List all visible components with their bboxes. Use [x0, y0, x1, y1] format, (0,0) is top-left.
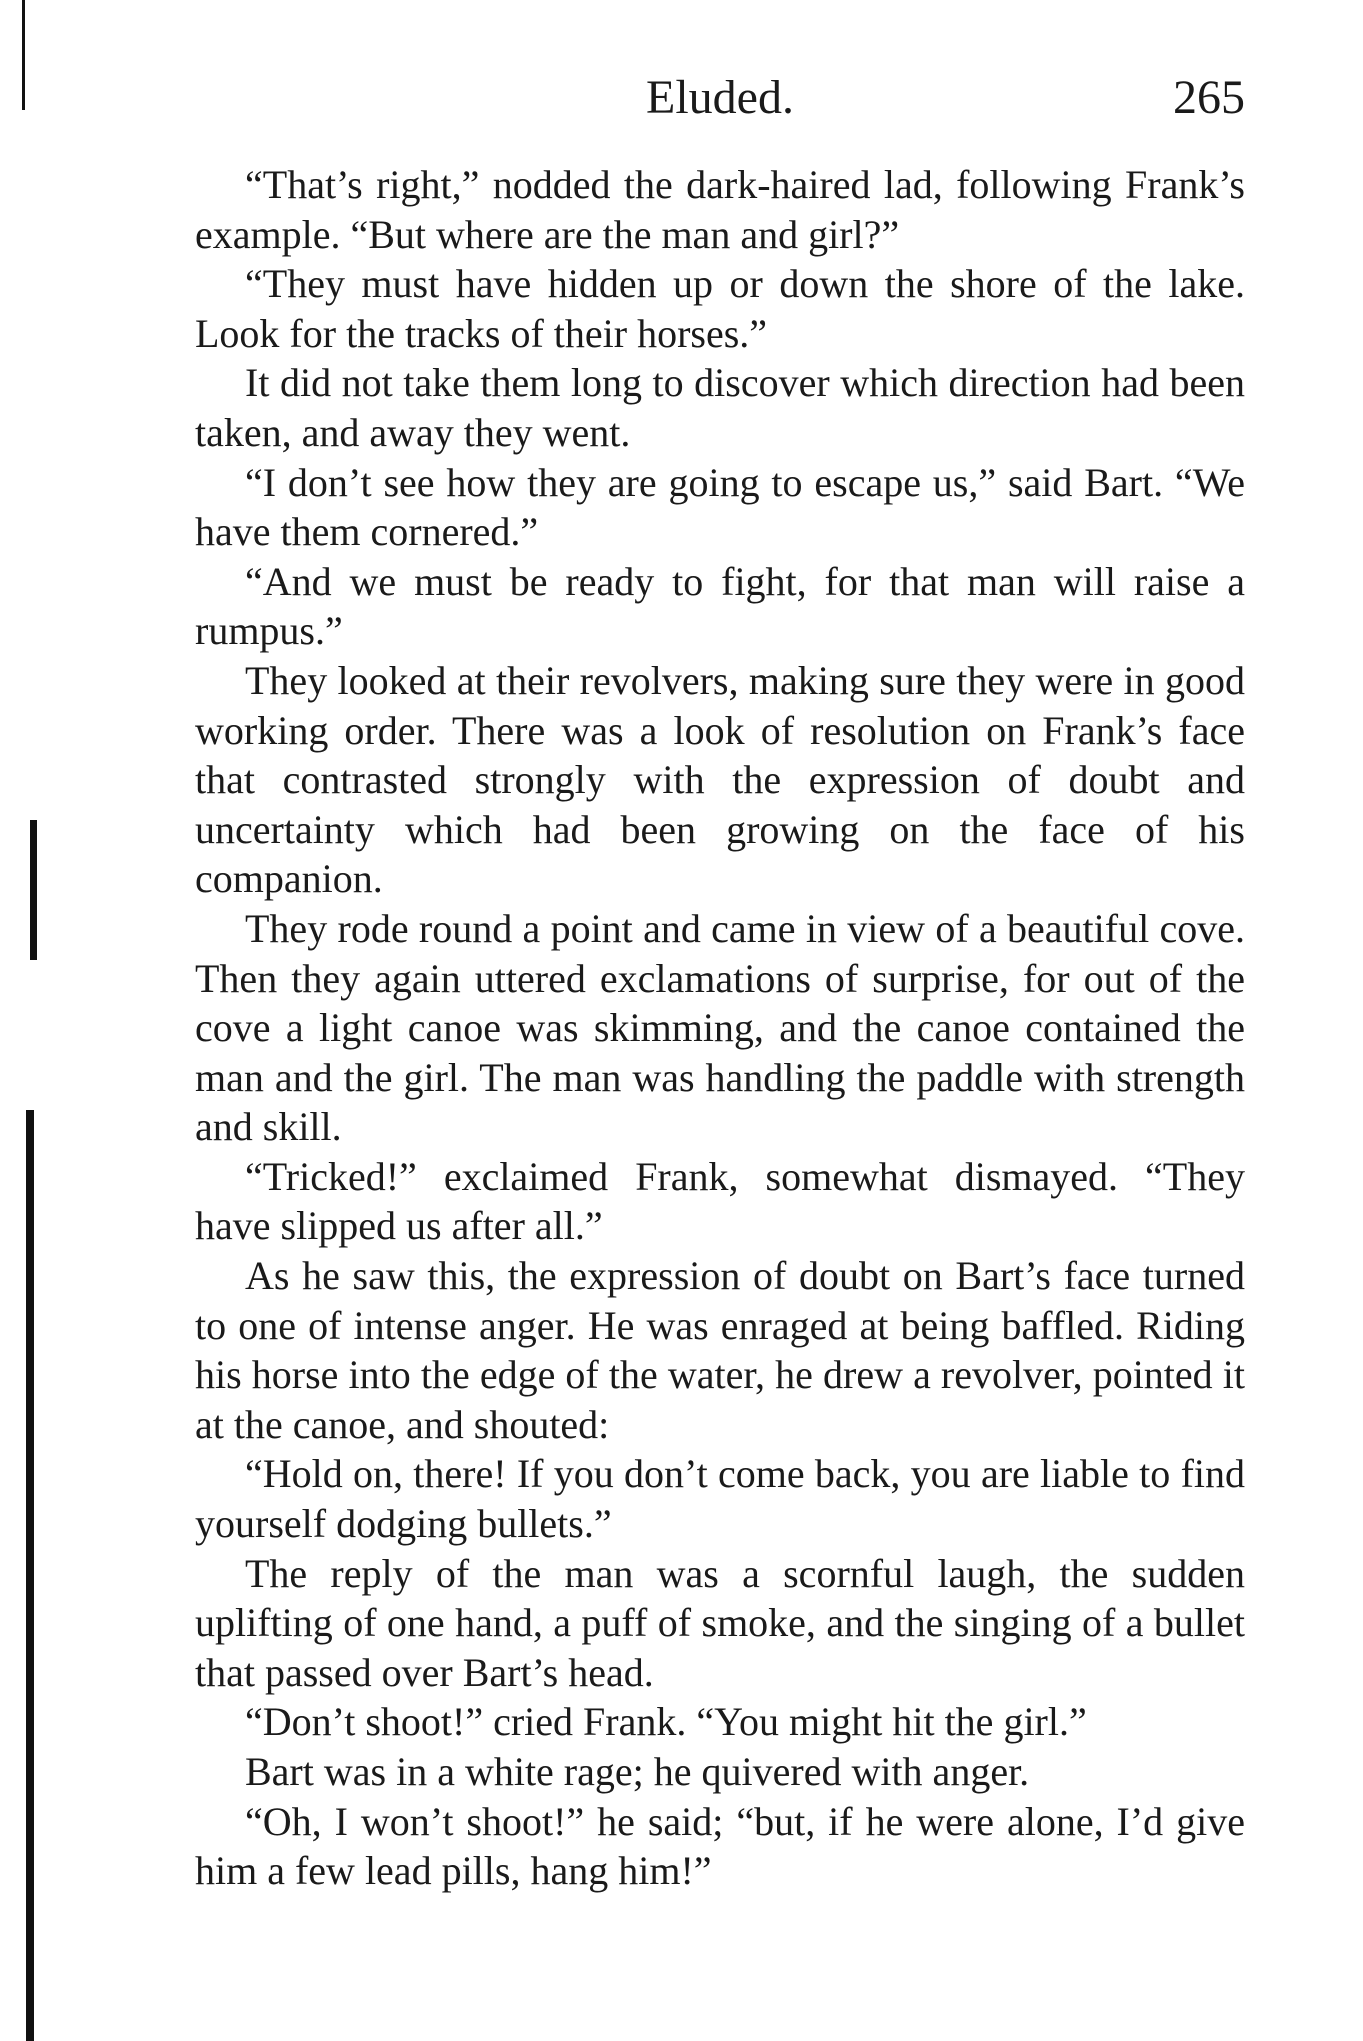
chapter-title: Eluded.: [646, 71, 794, 124]
page-number: 265: [1173, 71, 1245, 124]
paragraph: It did not take them long to discover which direction had been taken, and away they went.: [195, 360, 1245, 455]
paragraph: “Don’t shoot!” cried Frank. “You might hit the girl.”: [245, 1699, 1087, 1745]
paragraph: “Tricked!” exclaimed Frank, somewhat dismayed. “They have slipped us after all.”: [195, 1153, 1245, 1249]
scanned-page-edge: [0, 0, 60, 2041]
paragraph: “I don’t see how they are going to escape us,” said Bart. “We have them cornered.”: [195, 459, 1245, 555]
body-text: [195, 160, 1245, 1896]
paragraph: “They must have hidden up or down the shore of the lake. Look for the tracks of their horses.”: [195, 261, 1245, 356]
paragraph: As he saw this, the expression of doubt on Bart’s face turned to one of intense anger. He was enraged at being baffled. Riding his horse into the edge of the water, he drew a revolver, pointed it at the canoe, and shouted:: [195, 1253, 1245, 1447]
paragraph: “And we must be ready to fight, for that man will raise a rumpus.”: [195, 558, 1245, 654]
paragraph: They looked at their revolvers, making sure they were in good working order. There was a look of resolution on Frank’s face that contrasted strongly with the expression of doubt and uncertainty which had been growing on the face of his companion.: [195, 657, 1245, 902]
paragraph: The reply of the man was a scornful laugh, the sudden uplifting of one hand, a puff of smoke, and the singing of a bullet that passed over Bart’s head.: [195, 1550, 1245, 1695]
paragraph: “Oh, I won’t shoot!” he said; “but, if he were alone, I’d give him a few lead pills, hang him!”: [195, 1798, 1245, 1894]
paragraph: They rode round a point and came in view of a beautiful cove. Then they again uttered exclamations of surprise, for out of the cove a light canoe was skimming, and the canoe contained the man and the girl. The man was handling the paddle with strength and skill.: [195, 905, 1245, 1150]
paragraph: “Hold on, there! If you don’t come back, you are liable to find yourself dodging bullets.”: [195, 1451, 1245, 1547]
running-header: [195, 70, 1245, 130]
paragraph: “That’s right,” nodded the dark-haired lad, following Frank’s example. “But where are the man and girl?”: [195, 162, 1245, 257]
paragraph: Bart was in a white rage; he quivered with anger.: [245, 1749, 1030, 1794]
